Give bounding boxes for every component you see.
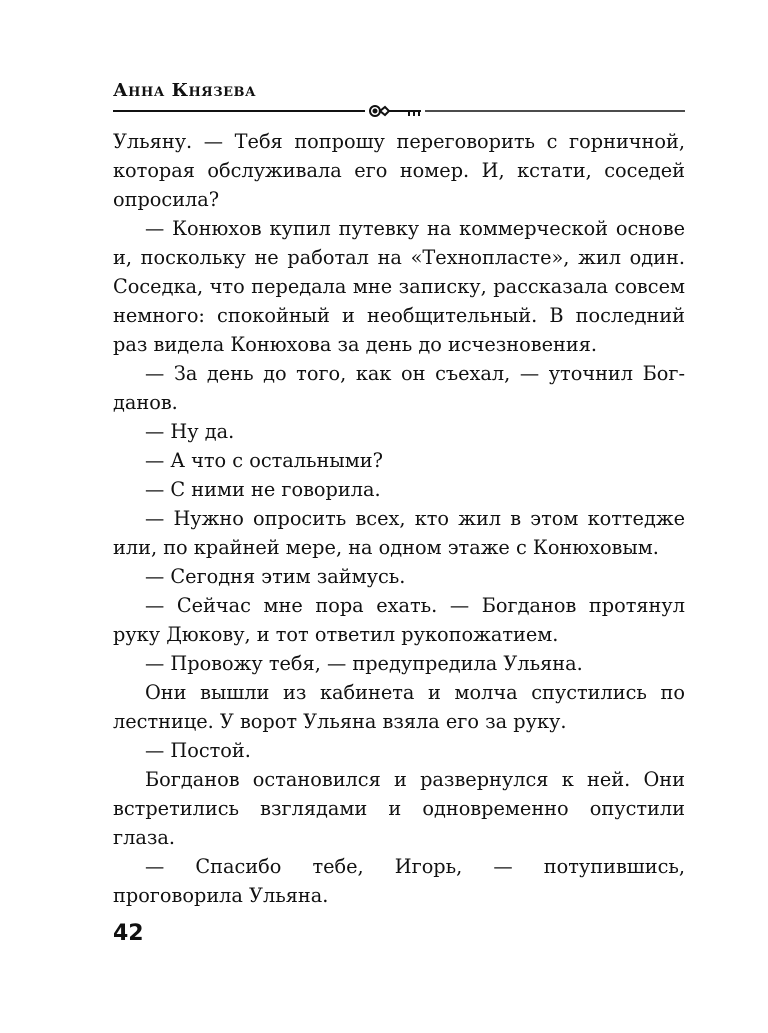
page-number: 42 — [113, 921, 144, 946]
paragraph: — А что с остальными? — [145, 449, 383, 472]
paragraph: — Нужно опросить всех, кто жил в этом коттедже или, по крайней мере, на одном этаже с Конюховым. — [113, 507, 685, 559]
paragraph: — Ну да. — [145, 420, 235, 443]
paragraph: Ульяну. — Тебя попрошу переговорить с горничной, которая обслуживала его номер. И, кстати, соседей опросила? — [113, 130, 685, 211]
paragraph: — Конюхов купил путевку на коммерческой основе и, поскольку не работал на «Технопласте», жил один. Соседка, что передала мне записку, рассказала совсем немного: спокойный и необщительный. В последний раз видела Конюхова за день до исчезновения. — [113, 217, 685, 356]
paragraph: Богданов остановился и развернулся к ней. Они встретились взглядами и одновременно опустили глаза. — [113, 768, 685, 849]
paragraph: — Постой. — [145, 739, 251, 762]
body-text — [113, 127, 685, 910]
paragraph: — Сейчас мне пора ехать. — Богданов протянул руку Дюкову, и тот ответил рукопожатием. — [113, 594, 685, 646]
paragraph: — Сегодня этим займусь. — [145, 565, 406, 588]
running-head-author: Анна Князева — [113, 80, 257, 101]
key-ornament-rule — [113, 104, 685, 118]
paragraph: — За день до того, как он съехал, — уточнил Богданов. — [113, 362, 685, 414]
key-icon — [370, 106, 421, 116]
paragraph: — С ними не говорила. — [145, 478, 381, 501]
paragraph: — Спасибо тебе, Игорь, — потупившись, проговорила Ульяна. — [113, 855, 685, 907]
paragraph: — Провожу тебя, — предупредила Ульяна. — [145, 652, 583, 675]
paragraph: Они вышли из кабинета и молча спустились по лестнице. У ворот Ульяна взяла его за руку. — [113, 681, 685, 733]
